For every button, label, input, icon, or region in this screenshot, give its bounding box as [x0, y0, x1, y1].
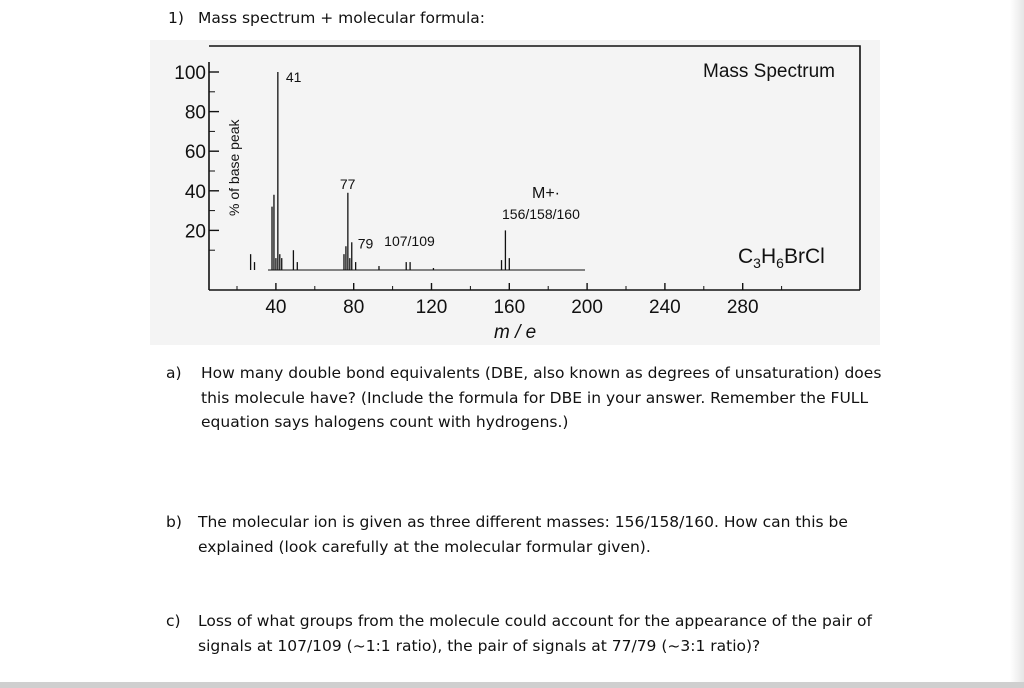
question-c-text: Loss of what groups from the molecule could account for the appearance of the pair of signals at 107/109 (~1:1 ratio), the pair of signals at 77/79 (~3:1 ratio)? — [198, 612, 872, 655]
y-tick-label: 80 — [184, 102, 206, 124]
formula-c: C — [738, 245, 754, 268]
annotation-79: 79 — [357, 235, 374, 252]
question-title-text: Mass spectrum + molecular formula: — [198, 9, 485, 27]
page-bottom-edge — [0, 682, 1024, 688]
question-title — [168, 6, 485, 31]
x-tick-label: 240 — [649, 297, 681, 318]
y-axis-label: % of base peak — [226, 119, 242, 216]
x-tick-label: 40 — [265, 297, 287, 318]
x-tick-label: 280 — [726, 297, 759, 318]
x-tick-label: 160 — [493, 297, 526, 318]
annotation-107/109: 107/109 — [384, 233, 435, 250]
formula-c-subscript: 3 — [753, 255, 761, 271]
molecular-ion-label: M+· — [532, 185, 560, 202]
y-tick-label: 100 — [174, 63, 206, 84]
x-tick-label: 80 — [343, 297, 365, 318]
formula-h-subscript: 6 — [776, 255, 784, 271]
annotation-41: 41 — [285, 69, 302, 85]
question-c-label: c) — [166, 612, 181, 630]
molecular-ion-masses: 156/158/160 — [502, 206, 580, 222]
question-b-label: b) — [166, 513, 182, 531]
y-tick-label: 20 — [184, 221, 206, 243]
y-tick-label: 60 — [184, 142, 206, 164]
formula-h: H — [760, 245, 777, 268]
x-tick-label: 200 — [571, 297, 603, 318]
x-tick-label: 120 — [415, 297, 448, 318]
page-edge-shadow — [1010, 0, 1024, 688]
annotation-77: 77 — [339, 175, 356, 192]
question-number: 1) — [168, 9, 184, 27]
x-axis-label: m / e — [494, 322, 537, 343]
y-tick-label: 40 — [184, 181, 206, 203]
question-a-label: a) — [166, 364, 182, 382]
mass-spectrum-chart — [150, 40, 880, 345]
question-a-text: How many double bond equivalents (DBE, also known as degrees of unsaturation) does this molecule have? (Include the formula for DBE in your answer. Remember the FULL equation says halogens count with hydrogens.) — [201, 364, 882, 431]
formula-rest: BrCl — [783, 245, 825, 268]
question-b-text: The molecular ion is given as three different masses: 156/158/160. How can this be explained (look carefully at the molecular formular given). — [198, 513, 848, 556]
chart-title: Mass Spectrum — [703, 61, 835, 82]
